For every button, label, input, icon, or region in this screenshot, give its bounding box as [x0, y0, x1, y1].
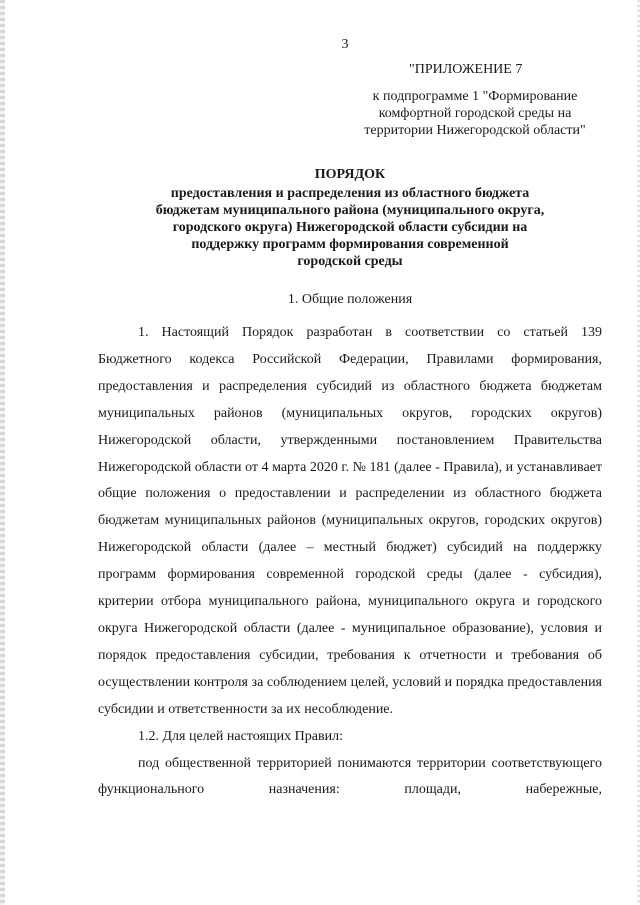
appendix-subtitle-line: к подпрограмме 1 "Формирование — [372, 89, 578, 104]
paragraph-2: 1.2. Для целей настоящих Правил: — [138, 728, 343, 744]
document-title — [100, 166, 600, 270]
appendix-title: "ПРИЛОЖЕНИЕ 7 — [409, 62, 523, 77]
section-heading: 1. Общие положения — [287, 292, 413, 307]
appendix-subtitle-line: комфортной городской среды на — [378, 106, 572, 121]
document-title-line: городской среды — [297, 254, 403, 269]
appendix-subtitle — [330, 88, 620, 139]
appendix-subtitle-line: территории Нижегородской области" — [364, 123, 586, 138]
scan-edge-left — [0, 0, 5, 905]
document-title-line: предоставления и распределения из областного бюджета — [170, 186, 530, 201]
paragraph-3: под общественной территорией понимаются территории соответствующего функционального назначения: площади, набережные, — [98, 755, 602, 798]
body-text — [98, 320, 602, 804]
document-title-line: поддержку программ формирования современной — [191, 237, 509, 252]
document-title-heading: ПОРЯДОК — [314, 167, 386, 182]
document-title-line: бюджетам муниципального района (муниципального округа, — [155, 203, 545, 218]
page-number: 3 — [341, 37, 349, 52]
paragraph-1: 1. Настоящий Порядок разработан в соответствии со статьей 139 Бюджетного кодекса Российской Федерации, Правилами формирования, предоставления и распределения субсидий из областного бюджета бюджетам муниципальных районов (муниципальных округов, городских округов) Нижегородской области, утвержденными постановлением Правительства Нижегородской области от 4 марта 2020 г. № 181 (далее - Правила), и устанавливает общие положения о предоставлении и распределении из областного бюджета бюджетам муниципальных районов (муниципальных округов, городских округов) Нижегородской области (далее – местный бюджет) субсидий на поддержку программ формирования современной городской среды (далее - субсидия), критерии отбора муниципального района, муниципального округа и городского округа Нижегородской области (далее - муниципальное образование), условия и порядок предоставления субсидии, требования к отчетности и требования об осуществлении контроля за соблюдением целей, условий и порядка предоставления субсидии и ответственности за их несоблюдение. — [98, 325, 602, 717]
document-title-line: городского округа) Нижегородской области субсидии на — [172, 220, 528, 235]
